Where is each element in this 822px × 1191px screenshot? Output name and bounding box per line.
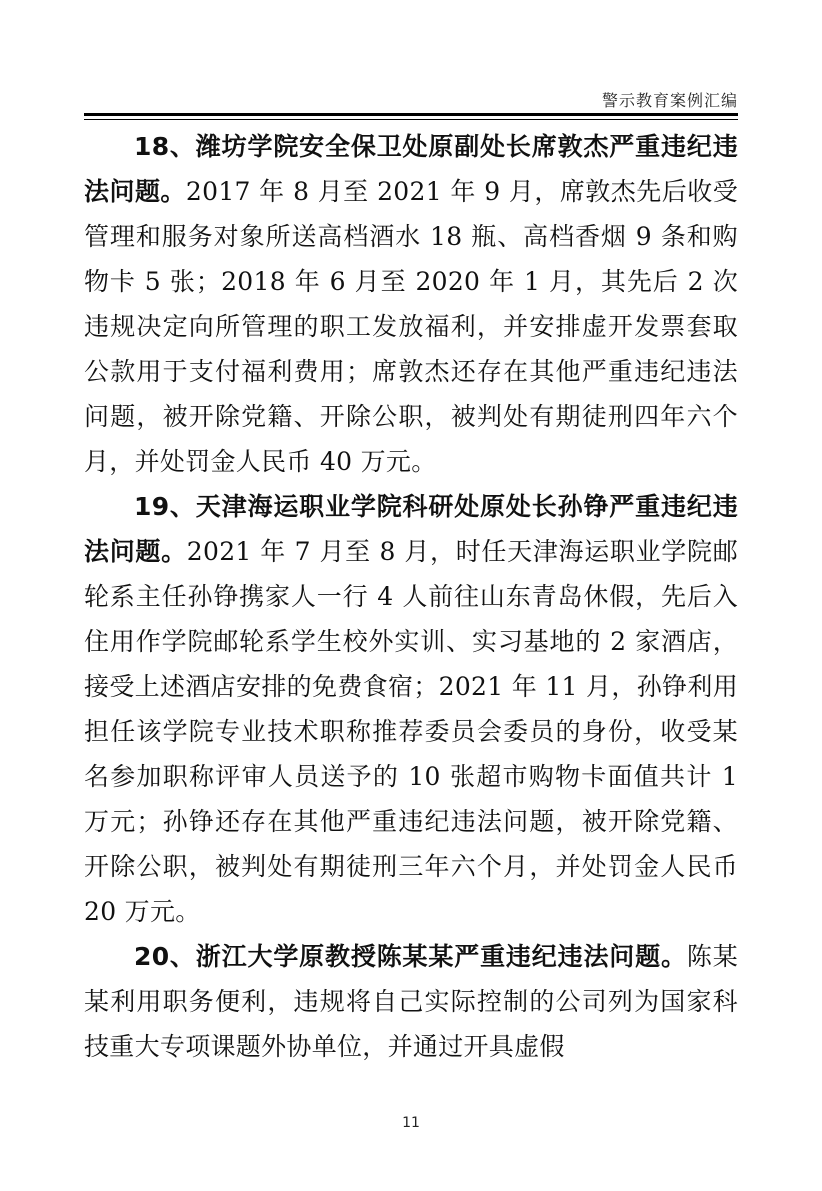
case-paragraph-19	[84, 484, 738, 934]
header-rule-thick	[84, 113, 738, 116]
page-number: 11	[402, 1115, 420, 1131]
case-body-20: 陈某某利用职务便利，违规将自己实际控制的公司列为国家科技重大专项课题外协单位，并通过开具虚假	[84, 942, 738, 1061]
case-heading-20: 20、浙江大学原教授陈某某严重违纪违法问题。	[134, 942, 687, 971]
case-heading-19: 19、天津海运职业学院科研处原处长孙铮严重违纪违法问题。	[84, 492, 738, 566]
case-heading-18: 18、潍坊学院安全保卫处原副处长席敦杰严重违纪违法问题。	[84, 132, 738, 206]
page-content	[84, 124, 738, 1069]
case-body-19: 2021 年 7 月至 8 月，时任天津海运职业学院邮轮系主任孙铮携家人一行 4 人前往山东青岛休假，先后入住用作学院邮轮系学生校外实训、实习基地的 2 家酒店，接受上述酒店安排的免费食宿；2021 年 11 月，孙铮利用担任该学院专业技术职称推荐委员会委员的身份，收受某名参加职称评审人员送予的 10 张超市购物卡面值共计 1 万元；孙铮还存在其他严重违纪违法问题，被开除党籍、开除公职，被判处有期徒刑三年六个月，并处罚金人民币 20 万元。	[84, 537, 738, 926]
case-paragraph-20	[84, 934, 738, 1069]
header-rule-thin	[84, 119, 738, 120]
running-header: 警示教育案例汇编	[601, 91, 738, 110]
case-body-18: 2017 年 8 月至 2021 年 9 月，席敦杰先后收受管理和服务对象所送高档酒水 18 瓶、高档香烟 9 条和购物卡 5 张；2018 年 6 月至 2020 年 1 月，其先后 2 次违规决定向所管理的职工发放福利，并安排虚开发票套取公款用于支付福利费用；席敦杰还存在其他严重违纪违法问题，被开除党籍、开除公职，被判处有期徒刑四年六个月，并处罚金人民币 40 万元。	[84, 177, 739, 476]
case-paragraph-18	[84, 124, 738, 484]
